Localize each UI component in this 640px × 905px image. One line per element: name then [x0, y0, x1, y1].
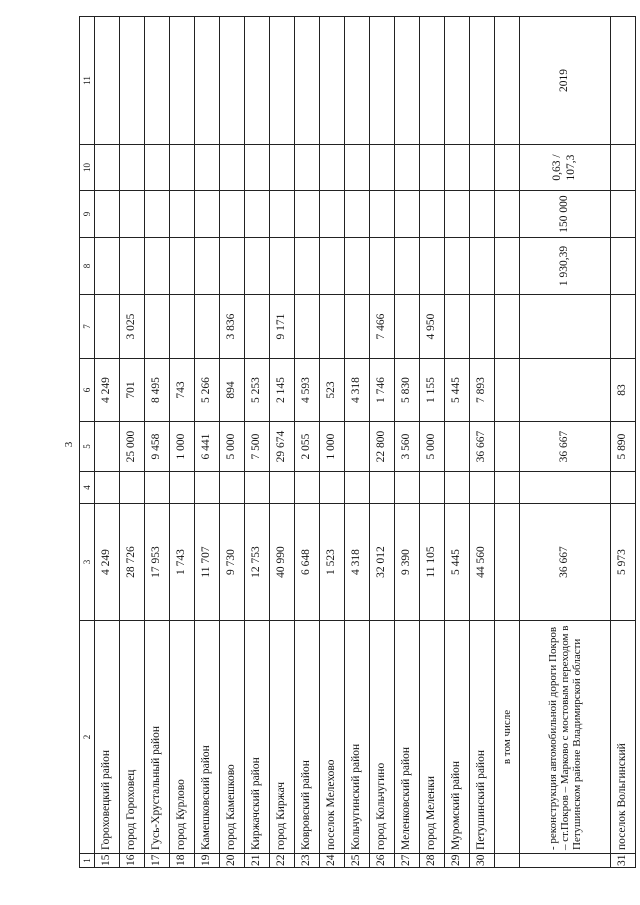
including-label-cell	[495, 621, 520, 854]
col7-value	[145, 295, 170, 359]
col10-value	[170, 145, 195, 191]
empty-cell	[495, 238, 520, 295]
table-row	[295, 17, 320, 868]
col8-value	[95, 238, 120, 295]
including-row	[495, 17, 520, 868]
col5-value	[95, 422, 120, 472]
empty-cell	[495, 191, 520, 238]
col9-value	[470, 191, 495, 238]
col7-value	[395, 295, 420, 359]
col3-total: 5 973	[611, 504, 636, 621]
col5-value: 2 055	[295, 422, 320, 472]
col11-value	[420, 17, 445, 145]
col9-value	[320, 191, 345, 238]
row-number: 30	[470, 854, 495, 868]
project-col5-value: 36 667	[520, 422, 611, 472]
col4-value	[120, 472, 145, 504]
project-col11-value: 2019	[520, 17, 611, 145]
col5-value: 5 000	[220, 422, 245, 472]
row-number: 15	[95, 854, 120, 868]
col4-value	[611, 472, 636, 504]
project-col10-value: 0,63 / 107,3	[520, 145, 611, 191]
col5-value: 1 000	[170, 422, 195, 472]
col3-total: 32 012	[370, 504, 395, 621]
territory-name: Гусь-Хрустальный район	[145, 621, 170, 854]
table-row	[395, 17, 420, 868]
col8-value	[295, 238, 320, 295]
col9-value	[120, 191, 145, 238]
col9-value	[245, 191, 270, 238]
col11-value	[395, 17, 420, 145]
project-col8-value: 1 930,39	[520, 238, 611, 295]
col6-value: 894	[220, 359, 245, 422]
territory-name: Меленковский район	[395, 621, 420, 854]
col7-value: 3 836	[220, 295, 245, 359]
col9-value	[145, 191, 170, 238]
col7-value	[195, 295, 220, 359]
col10-value	[220, 145, 245, 191]
col6-value: 701	[120, 359, 145, 422]
col9-value	[195, 191, 220, 238]
col4-value	[195, 472, 220, 504]
table-row	[420, 17, 445, 868]
col10-value	[395, 145, 420, 191]
territory-name: Муромский район	[445, 621, 470, 854]
table-row	[195, 17, 220, 868]
table-row	[170, 17, 195, 868]
col3-total: 9 390	[395, 504, 420, 621]
col3-total: 6 648	[295, 504, 320, 621]
col8-value	[170, 238, 195, 295]
header-cell-6: 6	[80, 359, 95, 422]
col7-value	[245, 295, 270, 359]
project-col6-value	[520, 359, 611, 422]
table-row	[370, 17, 395, 868]
empty-cell	[495, 17, 520, 145]
col4-value	[370, 472, 395, 504]
col4-value	[170, 472, 195, 504]
col5-value: 1 000	[320, 422, 345, 472]
col11-value	[320, 17, 345, 145]
col7-value	[320, 295, 345, 359]
col4-value	[220, 472, 245, 504]
col7-value	[170, 295, 195, 359]
project-col9-value: 150 000	[520, 191, 611, 238]
col7-value: 9 171	[270, 295, 295, 359]
row-number: 22	[270, 854, 295, 868]
col10-value	[420, 145, 445, 191]
row-number: 24	[320, 854, 345, 868]
territory-name: поселок Мелехово	[320, 621, 345, 854]
col8-value	[195, 238, 220, 295]
territory-name: поселок Вольгинский	[611, 621, 636, 854]
col6-value: 523	[320, 359, 345, 422]
row-number: 21	[245, 854, 270, 868]
col5-value: 25 000	[120, 422, 145, 472]
col7-value: 3 025	[120, 295, 145, 359]
col8-value	[345, 238, 370, 295]
col5-value: 9 458	[145, 422, 170, 472]
col11-value	[120, 17, 145, 145]
col11-value	[611, 17, 636, 145]
row-number: 23	[295, 854, 320, 868]
col3-total: 40 990	[270, 504, 295, 621]
project-name: - реконструкция автомобильной дороги Покров – ст.Покров – Марково с мостовым переходом в Петушинском районе Владимирской области	[546, 625, 584, 850]
empty-cell	[520, 854, 611, 868]
col5-value: 7 500	[245, 422, 270, 472]
col8-value	[470, 238, 495, 295]
project-col7-value	[520, 295, 611, 359]
col9-value	[445, 191, 470, 238]
header-cell-3: 3	[80, 504, 95, 621]
col4-value	[245, 472, 270, 504]
col3-total: 12 753	[245, 504, 270, 621]
col8-value	[445, 238, 470, 295]
col3-total: 1 523	[320, 504, 345, 621]
col6-value: 8 495	[145, 359, 170, 422]
table-row	[270, 17, 295, 868]
empty-cell	[495, 472, 520, 504]
col8-value	[370, 238, 395, 295]
col10-value	[370, 145, 395, 191]
territory-name: город Камешково	[220, 621, 245, 854]
col5-value: 6 441	[195, 422, 220, 472]
empty-cell	[495, 422, 520, 472]
row-number: 16	[120, 854, 145, 868]
col6-value: 4 593	[295, 359, 320, 422]
table-body	[80, 17, 636, 868]
budget-allocation-table	[79, 16, 636, 868]
header-row	[80, 17, 95, 868]
col10-value	[270, 145, 295, 191]
col10-value	[470, 145, 495, 191]
table-row	[120, 17, 145, 868]
col11-value	[245, 17, 270, 145]
col3-total: 1 743	[170, 504, 195, 621]
col4-value	[270, 472, 295, 504]
table-row	[145, 17, 170, 868]
empty-cell	[495, 854, 520, 868]
col6-value: 5 445	[445, 359, 470, 422]
col7-value	[445, 295, 470, 359]
project-col4-value	[520, 472, 611, 504]
header-cell-7: 7	[80, 295, 95, 359]
col9-value	[395, 191, 420, 238]
col3-total: 9 730	[220, 504, 245, 621]
col11-value	[295, 17, 320, 145]
territory-name: Кольчугинский район	[345, 621, 370, 854]
col10-value	[611, 145, 636, 191]
col6-value: 2 145	[270, 359, 295, 422]
territory-name: Камешковский район	[195, 621, 220, 854]
col6-value: 7 893	[470, 359, 495, 422]
table-row	[320, 17, 345, 868]
col6-value: 1 746	[370, 359, 395, 422]
col7-value	[611, 295, 636, 359]
col3-total: 28 726	[120, 504, 145, 621]
territory-name: город Киржач	[270, 621, 295, 854]
col6-value: 1 155	[420, 359, 445, 422]
col11-value	[270, 17, 295, 145]
col11-value	[170, 17, 195, 145]
header-cell-5: 5	[80, 422, 95, 472]
col5-value: 29 674	[270, 422, 295, 472]
col8-value	[395, 238, 420, 295]
col3-total: 4 318	[345, 504, 370, 621]
header-cell-4: 4	[80, 472, 95, 504]
col6-value: 5 830	[395, 359, 420, 422]
col5-value	[345, 422, 370, 472]
col8-value	[420, 238, 445, 295]
col6-value: 4 318	[345, 359, 370, 422]
col10-value	[295, 145, 320, 191]
territory-name: Ковровский район	[295, 621, 320, 854]
col6-value: 83	[611, 359, 636, 422]
territory-name: город Курлово	[170, 621, 195, 854]
col9-value	[420, 191, 445, 238]
territory-name: Петушинский район	[470, 621, 495, 854]
col8-value	[320, 238, 345, 295]
col11-value	[345, 17, 370, 145]
col11-value	[470, 17, 495, 145]
col8-value	[145, 238, 170, 295]
col5-value: 22 800	[370, 422, 395, 472]
territory-name: город Меленки	[420, 621, 445, 854]
territory-name: город Гороховец	[120, 621, 145, 854]
col3-total: 4 249	[95, 504, 120, 621]
col4-value	[145, 472, 170, 504]
col4-value	[395, 472, 420, 504]
col10-value	[320, 145, 345, 191]
col6-value: 5 266	[195, 359, 220, 422]
col3-total: 17 953	[145, 504, 170, 621]
empty-cell	[495, 359, 520, 422]
col10-value	[95, 145, 120, 191]
col4-value	[320, 472, 345, 504]
col9-value	[611, 191, 636, 238]
empty-cell	[495, 295, 520, 359]
header-cell-10: 10	[80, 145, 95, 191]
row-number: 18	[170, 854, 195, 868]
col8-value	[270, 238, 295, 295]
col5-value	[445, 422, 470, 472]
col4-value	[345, 472, 370, 504]
row-number: 28	[420, 854, 445, 868]
table-row	[470, 17, 495, 868]
col3-total: 44 560	[470, 504, 495, 621]
col6-value: 5 253	[245, 359, 270, 422]
col10-value	[120, 145, 145, 191]
col10-value	[345, 145, 370, 191]
col9-value	[295, 191, 320, 238]
project-row	[520, 17, 611, 868]
col9-value	[345, 191, 370, 238]
col4-value	[420, 472, 445, 504]
table-row	[220, 17, 245, 868]
including-label: в том числе	[500, 709, 513, 765]
rotated-table-area	[63, 17, 629, 868]
table-row	[445, 17, 470, 868]
project-col3-total: 36 667	[520, 504, 611, 621]
row-number: 19	[195, 854, 220, 868]
row-number: 20	[220, 854, 245, 868]
col11-value	[445, 17, 470, 145]
col9-value	[370, 191, 395, 238]
header-cell-2: 2	[80, 621, 95, 854]
col5-value: 5 000	[420, 422, 445, 472]
header-cell-9: 9	[80, 191, 95, 238]
col8-value	[245, 238, 270, 295]
col4-value	[470, 472, 495, 504]
col11-value	[95, 17, 120, 145]
page-number: 3	[63, 441, 75, 448]
col10-value	[245, 145, 270, 191]
col7-value	[295, 295, 320, 359]
territory-name: Киржачский район	[245, 621, 270, 854]
col4-value	[295, 472, 320, 504]
col5-value: 5 890	[611, 422, 636, 472]
empty-cell	[495, 145, 520, 191]
col8-value	[220, 238, 245, 295]
row-number: 25	[345, 854, 370, 868]
row-number: 27	[395, 854, 420, 868]
col10-value	[195, 145, 220, 191]
row-number: 31	[611, 854, 636, 868]
col11-value	[220, 17, 245, 145]
col6-value: 743	[170, 359, 195, 422]
table-row	[611, 17, 636, 868]
col3-total: 5 445	[445, 504, 470, 621]
col7-value	[95, 295, 120, 359]
col9-value	[95, 191, 120, 238]
col8-value	[611, 238, 636, 295]
col11-value	[370, 17, 395, 145]
col11-value	[145, 17, 170, 145]
col5-value: 36 667	[470, 422, 495, 472]
header-cell-11: 11	[80, 17, 95, 145]
territory-name: Гороховецкий район	[95, 621, 120, 854]
row-number: 17	[145, 854, 170, 868]
row-number: 29	[445, 854, 470, 868]
col10-value	[145, 145, 170, 191]
table-row	[345, 17, 370, 868]
col4-value	[95, 472, 120, 504]
col3-total: 11 707	[195, 504, 220, 621]
col7-value	[345, 295, 370, 359]
col10-value	[445, 145, 470, 191]
col9-value	[170, 191, 195, 238]
empty-cell	[495, 504, 520, 621]
project-name-cell	[520, 621, 611, 854]
header-cell-8: 8	[80, 238, 95, 295]
col8-value	[120, 238, 145, 295]
row-number: 26	[370, 854, 395, 868]
col11-value	[195, 17, 220, 145]
col3-total: 11 105	[420, 504, 445, 621]
territory-name: город Кольчугино	[370, 621, 395, 854]
table-row	[95, 17, 120, 868]
col5-value: 3 560	[395, 422, 420, 472]
col7-value: 4 950	[420, 295, 445, 359]
col6-value: 4 249	[95, 359, 120, 422]
header-cell-1: 1	[80, 854, 95, 868]
table-row	[245, 17, 270, 868]
col7-value: 7 466	[370, 295, 395, 359]
col7-value	[470, 295, 495, 359]
col4-value	[445, 472, 470, 504]
col9-value	[220, 191, 245, 238]
col9-value	[270, 191, 295, 238]
